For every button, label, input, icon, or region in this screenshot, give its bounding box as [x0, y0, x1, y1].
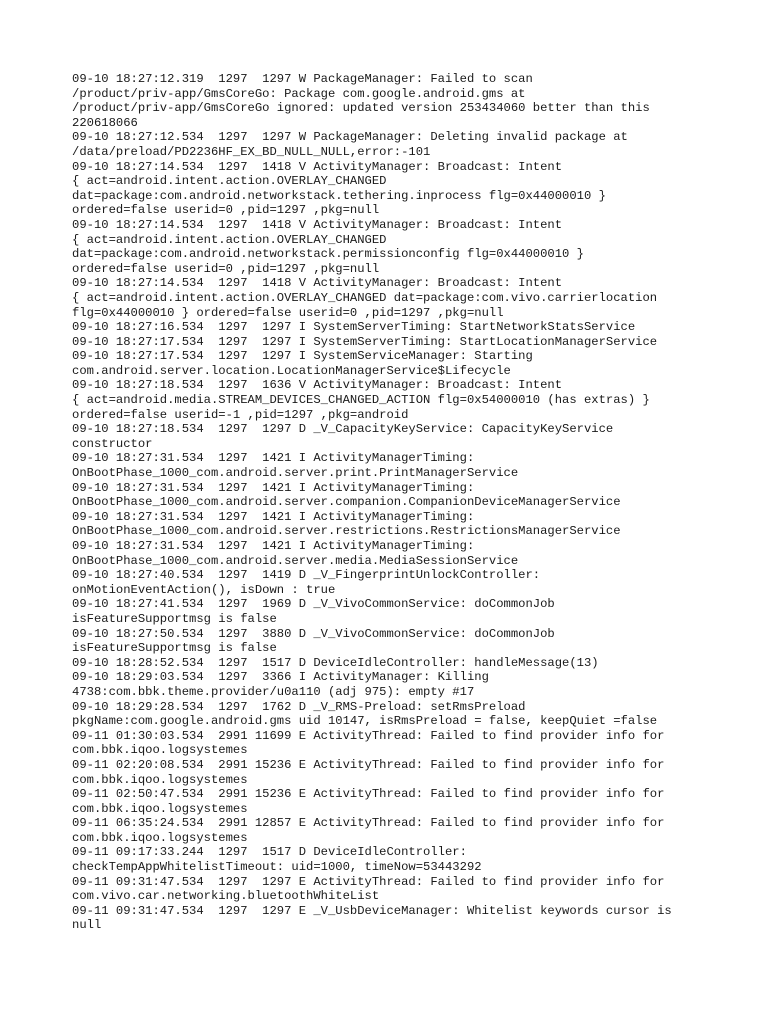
log-line: 09-10 18:27:31.534 1297 1421 I ActivityManagerTiming:	[72, 451, 475, 466]
log-line: 09-11 06:35:24.534 2991 12857 E ActivityThread: Failed to find provider info for	[72, 816, 665, 831]
log-line: OnBootPhase_1000_com.android.server.restrictions.RestrictionsManagerService	[72, 524, 621, 539]
log-line: 09-10 18:27:18.534 1297 1636 V ActivityManager: Broadcast: Intent	[72, 378, 563, 393]
log-line: isFeatureSupportmsg is false	[72, 611, 277, 626]
log-line: 09-10 18:27:12.319 1297 1297 W PackageManager: Failed to scan	[72, 72, 533, 86]
log-line: dat=package:com.android.networkstack.tethering.inprocess flg=0x44000010 }	[72, 188, 606, 203]
log-line: 09-10 18:27:16.534 1297 1297 I SystemServerTiming: StartNetworkStatsService	[72, 320, 636, 335]
log-line: { act=android.intent.action.OVERLAY_CHANGED	[72, 232, 387, 247]
log-line: 09-10 18:27:41.534 1297 1969 D _V_VivoCommonService: doCommonJob	[72, 597, 555, 612]
log-line: com.bbk.iqoo.logsystemes	[72, 801, 248, 816]
log-line: com.bbk.iqoo.logsystemes	[72, 772, 248, 787]
log-line: 09-11 01:30:03.534 2991 11699 E ActivityThread: Failed to find provider info for	[72, 728, 665, 743]
log-line: flg=0x44000010 } ordered=false userid=0 ,pid=1297 ,pkg=null	[72, 305, 504, 320]
log-line: 09-10 18:27:14.534 1297 1418 V ActivityManager: Broadcast: Intent	[72, 276, 563, 291]
log-line: 09-11 02:50:47.534 2991 15236 E ActivityThread: Failed to find provider info for	[72, 787, 665, 802]
log-line: 09-10 18:27:31.534 1297 1421 I ActivityManagerTiming:	[72, 480, 475, 495]
log-line: ordered=false userid=-1 ,pid=1297 ,pkg=android	[72, 407, 409, 422]
log-line: 09-10 18:27:14.534 1297 1418 V ActivityManager: Broadcast: Intent	[72, 159, 563, 174]
log-line: OnBootPhase_1000_com.android.server.print.PrintManagerService	[72, 466, 519, 481]
log-line: { act=android.intent.action.OVERLAY_CHANGED	[72, 174, 387, 189]
log-line: { act=android.intent.action.OVERLAY_CHANGED dat=package:com.vivo.carrierlocation	[72, 290, 658, 305]
log-text-block	[72, 72, 702, 933]
log-line: 09-11 09:31:47.534 1297 1297 E _V_UsbDeviceManager: Whitelist keywords cursor is	[72, 903, 672, 918]
log-line: 09-10 18:27:40.534 1297 1419 D _V_FingerprintUnlockController:	[72, 568, 541, 583]
log-line: 09-10 18:27:50.534 1297 3880 D _V_VivoCommonService: doCommonJob	[72, 626, 555, 641]
log-line: ordered=false userid=0 ,pid=1297 ,pkg=null	[72, 261, 380, 276]
log-line: 09-10 18:29:28.534 1297 1762 D _V_RMS-Preload: setRmsPreload	[72, 699, 526, 714]
log-line: /product/priv-app/GmsCoreGo: Package com.google.android.gms at	[72, 86, 526, 101]
log-line: { act=android.media.STREAM_DEVICES_CHANGED_ACTION flg=0x54000010 (has extras) }	[72, 393, 650, 408]
log-line: 09-10 18:27:18.534 1297 1297 D _V_CapacityKeyService: CapacityKeyService	[72, 422, 614, 437]
log-line: ordered=false userid=0 ,pid=1297 ,pkg=null	[72, 203, 380, 218]
log-line: 4738:com.bbk.theme.provider/u0a110 (adj 975): empty #17	[72, 684, 475, 699]
log-line: /data/preload/PD2236HF_EX_BD_NULL_NULL,error:-101	[72, 144, 431, 159]
log-line: 09-10 18:27:31.534 1297 1421 I ActivityManagerTiming:	[72, 509, 475, 524]
log-line: com.android.server.location.LocationManagerService$Lifecycle	[72, 363, 511, 378]
log-line: dat=package:com.android.networkstack.permissionconfig flg=0x44000010 }	[72, 247, 584, 262]
log-line: com.bbk.iqoo.logsystemes	[72, 830, 248, 845]
log-line: onMotionEventAction(), isDown : true	[72, 582, 336, 597]
log-line: 09-10 18:27:17.534 1297 1297 I SystemServiceManager: Starting	[72, 349, 533, 364]
log-line: checkTempAppWhitelistTimeout: uid=1000, timeNow=53443292	[72, 860, 482, 875]
log-line: null	[72, 918, 102, 933]
log-line: 09-10 18:28:52.534 1297 1517 D DeviceIdleController: handleMessage(13)	[72, 655, 599, 670]
log-line: 220618066	[72, 115, 138, 130]
log-line: 09-10 18:29:03.534 1297 3366 I ActivityManager: Killing	[72, 670, 489, 685]
log-line: 09-10 18:27:14.534 1297 1418 V ActivityManager: Broadcast: Intent	[72, 217, 563, 232]
log-line: /product/priv-app/GmsCoreGo ignored: updated version 253434060 better than this	[72, 101, 650, 116]
log-line: isFeatureSupportmsg is false	[72, 641, 277, 656]
log-line: 09-11 09:17:33.244 1297 1517 D DeviceIdleController:	[72, 845, 467, 860]
log-line: com.vivo.car.networking.bluetoothWhiteList	[72, 889, 380, 904]
log-line: constructor	[72, 436, 153, 451]
log-line: OnBootPhase_1000_com.android.server.media.MediaSessionService	[72, 553, 519, 568]
log-line: 09-11 09:31:47.534 1297 1297 E ActivityThread: Failed to find provider info for	[72, 874, 665, 889]
log-line: OnBootPhase_1000_com.android.server.companion.CompanionDeviceManagerService	[72, 495, 621, 510]
log-line: 09-11 02:20:08.534 2991 15236 E ActivityThread: Failed to find provider info for	[72, 757, 665, 772]
log-line: 09-10 18:27:12.534 1297 1297 W PackageManager: Deleting invalid package at	[72, 130, 628, 145]
log-line: 09-10 18:27:17.534 1297 1297 I SystemServerTiming: StartLocationManagerService	[72, 334, 658, 349]
log-line: 09-10 18:27:31.534 1297 1421 I ActivityManagerTiming:	[72, 539, 475, 553]
log-line: pkgName:com.google.android.gms uid 10147, isRmsPreload = false, keepQuiet =false	[72, 714, 658, 729]
log-line: com.bbk.iqoo.logsystemes	[72, 743, 248, 758]
